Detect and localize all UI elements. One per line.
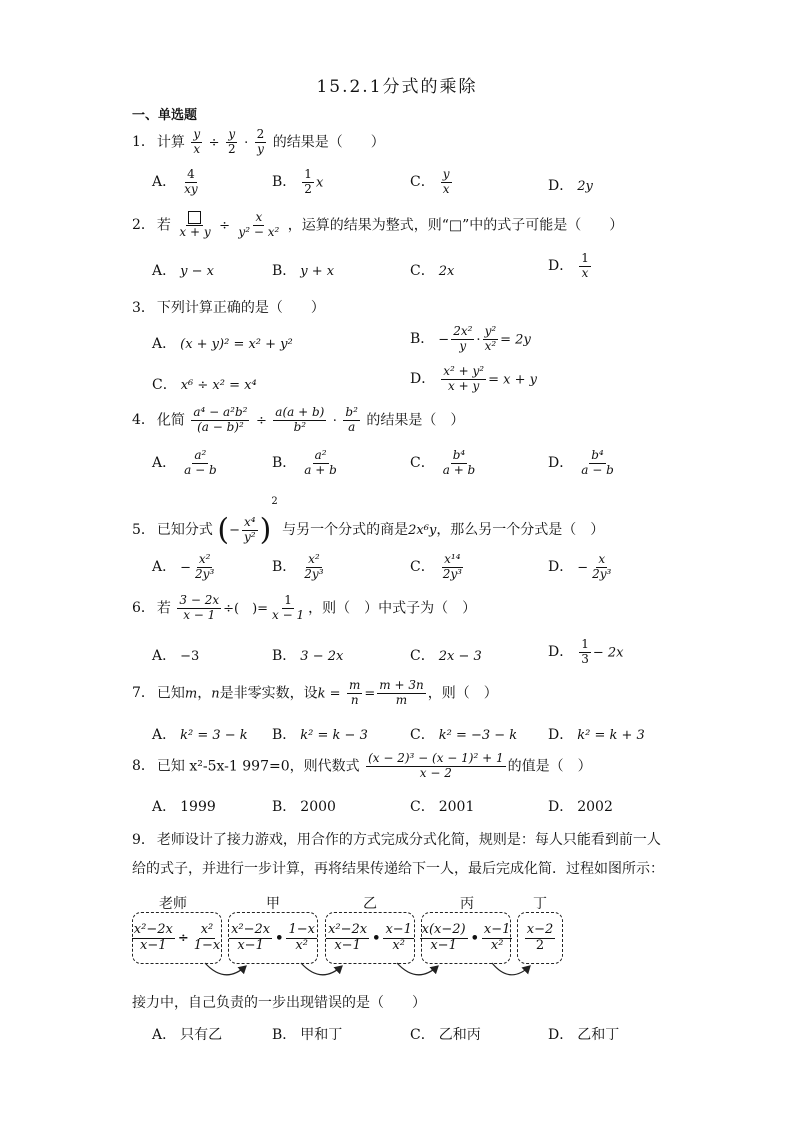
option-b[interactable]: B． 2000 [272, 799, 336, 815]
fraction: $\frac{3 - 2x}{x - 1}$ [179, 593, 220, 622]
option-c[interactable]: C． 乙和丙 [410, 1027, 481, 1043]
fraction: $\frac{2}{y}$ [256, 127, 265, 156]
arrow-2 [301, 963, 342, 975]
option-d[interactable]: D． $\frac{\text{x² + y²}}{x + y}$ = x + y [410, 364, 537, 393]
option-a[interactable]: A． y − x [152, 263, 214, 279]
relay-name-yi: 乙 [363, 896, 377, 912]
question-3: 3． 下列计算正确的是（ ） [132, 300, 325, 316]
option-b[interactable]: B． 3 − 2x [272, 648, 344, 664]
option-d[interactable]: D． 2y [548, 178, 593, 194]
question-4: 4． 化简 $\frac{\text{a⁴ − a²b²}}{\text{(a − b)²}}$ ÷ $\frac{a(a + b)}{\text{b²}}$ · $\frac{\text{b²}}{a}$ 的结果是（ ） [132, 405, 465, 434]
option-a[interactable]: A． 1999 [152, 799, 216, 815]
option-c[interactable]: C． $\frac{\text{b⁴}}{a + b}$ [410, 448, 476, 477]
option-d[interactable]: D． $\frac{\text{b⁴}}{a - b}$ [548, 448, 614, 477]
option-c[interactable]: C． $\frac{y}{x}$ [410, 167, 450, 196]
option-d[interactable]: D． $\frac{1}{x}$ [548, 251, 589, 280]
option-b[interactable]: B． y + x [272, 263, 335, 279]
fraction: $\frac{\text{b²}}{a}$ [345, 405, 358, 434]
relay-name-teacher: 老师 [159, 896, 187, 912]
fraction: $\frac{y}{x}$ [193, 127, 201, 156]
option-b[interactable]: B． $\frac{\text{x²}}{\text{2y³}}$ [272, 552, 324, 581]
fraction: $\frac{\text{a⁴ − a²b²}}{\text{(a − b)²}}$ [193, 405, 248, 434]
option-d[interactable]: D． 乙和丁 [548, 1027, 620, 1043]
option-b[interactable]: B． − $\frac{\text{2x²}}{y}$ · $\frac{\text{y²}}{\text{x²}}$ = 2y [410, 324, 531, 353]
fraction: $\frac{x}{\text{y² − x²}}$ [238, 210, 280, 239]
option-a[interactable]: A． $\frac{\text{a²}}{a - b}$ [152, 448, 217, 477]
relay-box-jia: x²−2x x−1 • 1−x x² [228, 912, 318, 964]
page-title: 15.2.1分式的乘除 [316, 77, 478, 97]
arrow-3 [397, 963, 438, 975]
arrow-4 [492, 963, 530, 975]
option-c[interactable]: C． k² = −3 − k [410, 727, 518, 743]
option-b[interactable]: B． k² = k − 3 [272, 727, 368, 743]
option-d[interactable]: D． $\frac{1}{3}$ − 2x [548, 637, 624, 666]
relay-name-bing: 丙 [460, 896, 474, 912]
option-d[interactable]: D． 2002 [548, 799, 613, 815]
fraction: $\frac{m + 3n}{m}$ [379, 678, 424, 707]
fraction: $\frac{m}{n}$ [348, 678, 361, 707]
option-a[interactable]: A． 只有乙 [152, 1027, 223, 1043]
fraction: $\frac{y}{2}$ [227, 127, 236, 156]
section-heading: 一、单选题 [132, 108, 198, 123]
question-6: 6． 若 $\frac{3 - 2x}{x - 1}$ ÷( )= $\frac{1}{x - 1}$ ，则（ ）中式子为（ ） [132, 593, 477, 622]
option-d[interactable]: D． − $\frac{x}{\text{2y³}}$ [548, 552, 612, 581]
option-b[interactable]: B． $\frac{\text{a²}}{a + b}$ [272, 448, 337, 477]
relay-box-ding: x−2 2 [517, 912, 563, 964]
option-c[interactable]: C． 2001 [410, 799, 475, 815]
question-9-line-1: 9． 老师设计了接力游戏，用合作的方式完成分式化简，规则是：每人只能看到前一人 [132, 832, 661, 848]
fraction: $\frac{\text{x⁴}}{\text{y²}}$ [244, 514, 256, 544]
fraction: $\frac{1}{x - 1}$ [272, 593, 305, 622]
question-9-prompt: 接力中，自己负责的一步出现错误的是（ ） [132, 995, 426, 1011]
option-c[interactable]: C． $\frac{\text{x¹⁴}}{\text{2y³}}$ [410, 552, 462, 581]
option-a[interactable]: A． −3 [152, 648, 200, 664]
option-b[interactable]: B． 甲和丁 [272, 1027, 343, 1043]
question-7: 7． 已知m，n是非零实数，设k = $\frac{m}{n}$ = $\frac{m + 3n}{m}$ ，则（ ） [132, 678, 498, 707]
option-a[interactable]: A． k² = 3 − k [152, 727, 248, 743]
question-2: 2． 若 x + y ÷ $\frac{x}{\text{y² − x²}}$ ，运算的结果为整式，则“□”中的式子可能是（ ） [132, 210, 624, 239]
relay-box-bing: x(x−2) x−1 • x−1 x² [421, 912, 511, 964]
relay-box-teacher: $\frac{\text{x²−2x}}{x-1}$ ÷ $\frac{\text{x²}}{1-x}$ [132, 912, 222, 964]
option-a[interactable]: A． (x + y)² = x² + y² [152, 336, 293, 352]
option-b[interactable]: B． $\frac{1}{2}$ x [272, 167, 324, 196]
option-a[interactable]: A． $\frac{4}{xy}$ [152, 167, 198, 196]
option-c[interactable]: C． 2x [410, 263, 455, 279]
question-1: 1． 计算 $\frac{y}{x}$ ÷ $\frac{y}{2}$ · $\frac{2}{y}$ 的结果是（ ） [132, 127, 385, 156]
relay-name-ding: 丁 [533, 896, 547, 912]
relay-name-jia: 甲 [266, 896, 280, 912]
fraction: x + y [177, 211, 212, 240]
fraction: $\frac{a(a + b)}{\text{b²}}$ [275, 405, 325, 434]
option-d[interactable]: D． k² = k + 3 [548, 727, 645, 743]
relay-box-yi: x²−2x x−1 • x−1 x² [325, 912, 415, 964]
question-9-line-2: 给的式子，并进行一步计算，再将结果传递给下一人，最后完成化简．过程如图所示： [132, 861, 664, 877]
option-c[interactable]: C． 2x − 3 [410, 648, 482, 664]
question-5: 5． 已知分式 (− $\frac{\text{x⁴}}{\text{y²}}$ )$^2$ 与另一个分式的商是2x⁶y，那么另一个分式是（ ） [132, 496, 605, 548]
option-c[interactable]: C． x⁶ ÷ x² = x⁴ [152, 377, 257, 393]
arrow-1 [205, 963, 246, 975]
question-8: 8． 已知 x²-5x-1 997=0，则代数式 $\frac{\text{(x − 2)³ − (x − 1)² + 1}}{x - 2}$ 的值是（ ） [132, 751, 592, 780]
fraction: $\frac{\text{(x − 2)³ − (x − 1)² + 1}}{x - 2}$ [368, 751, 504, 780]
option-a[interactable]: A． − $\frac{\text{x²}}{\text{2y³}}$ [152, 552, 215, 581]
